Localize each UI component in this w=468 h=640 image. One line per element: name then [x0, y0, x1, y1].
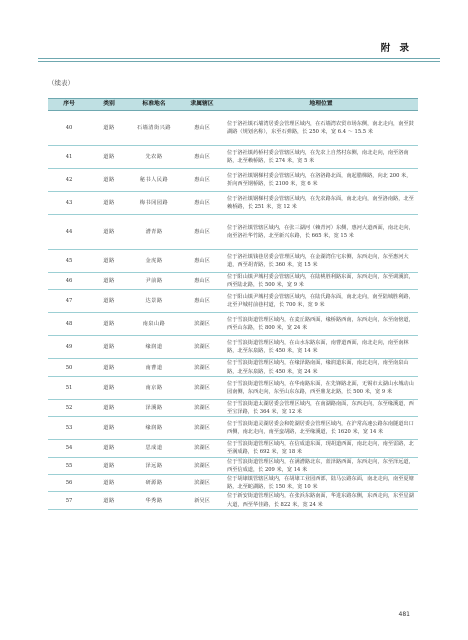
cell-standard-name: 思成道 — [128, 440, 180, 457]
column-header-location: 地理位置 — [224, 99, 418, 111]
table-row — [48, 146, 418, 169]
cell-category: 道路 — [90, 290, 128, 313]
page-number: 481 — [398, 611, 410, 618]
cell-standard-name: 研源路 — [128, 475, 180, 492]
header-rule — [38, 58, 440, 59]
cell-standard-name: 梅书冈园路 — [128, 192, 180, 215]
cell-location: 位于雪浪街道管理区域内，在华南路东面，在先锋路北面，无锡市太湖山水城动山园南侧，东西走向，东至山东东路，西至鼎龙北路，长 500 米，宽 9 米 — [224, 376, 418, 399]
cell-location: 位于洛社镇管辖区域内，在张三湖河（赖青河）东侧，惠河大道西面，南北走向，南至洛社华竹路，北至新兴东路，长 665 米，宽 15 米 — [224, 215, 418, 250]
cell-location: 位于洛社镇钢梯村委会管辖区域内，在先农路东面，南北走向，南至洛南路，北至赖桥路，长 251 米，宽 12 米 — [224, 192, 418, 215]
cell-number: 54 — [48, 440, 90, 457]
cell-number: 51 — [48, 376, 90, 399]
cell-district: 滨湖区 — [180, 359, 224, 376]
cell-standard-name: 南泉山路 — [128, 313, 180, 336]
cell-standard-name: 泽远路 — [128, 457, 180, 474]
cell-location: 位于阳山镇尹城村委会管辖区域内，在陆桃胜利路东面，东西走向，东至调溪滨，西至陆北路，长 500 米，宽 9 米 — [224, 273, 418, 290]
cell-location: 位于雪浪街道管理区域内，在麦丘路西面，缘桥路西南，东西走向，东至南傍道，西至山东路，长 800 米，宽 24 米 — [224, 313, 418, 336]
place-name-table — [48, 98, 418, 510]
cell-district: 滨湖区 — [180, 336, 224, 359]
cell-number: 44 — [48, 215, 90, 250]
cell-number: 40 — [48, 111, 90, 146]
cell-standard-name: 南曹道 — [128, 359, 180, 376]
cell-location: 位于阳山镇尹城村委会管辖区域内，在陆氏路东面，南北走向，南至陆城胜利路，北至尹城村前巷村道，长 700 米，宽 9 米 — [224, 290, 418, 313]
cell-category: 道路 — [90, 376, 128, 399]
cell-district: 新吴区 — [180, 492, 224, 509]
cell-category: 道路 — [90, 492, 128, 509]
cell-number: 45 — [48, 250, 90, 273]
cell-number: 46 — [48, 273, 90, 290]
cell-standard-name: 金虎路 — [128, 250, 180, 273]
cell-district: 惠山区 — [180, 215, 224, 250]
table-row — [48, 440, 418, 457]
table-row — [48, 492, 418, 509]
cell-number: 55 — [48, 457, 90, 474]
cell-standard-name: 缘润道 — [128, 336, 180, 359]
cell-location: 位于雪浪街道管理区域内，在缘泽路南面，缘润道东面，南北走向，南至南泉山路，北至东泉路，长 450 米，宽 24 米 — [224, 359, 418, 376]
cell-standard-name: 达景路 — [128, 290, 180, 313]
table-row — [48, 169, 418, 192]
cell-category: 道路 — [90, 475, 128, 492]
cell-category: 道路 — [90, 273, 128, 290]
cell-district: 惠山区 — [180, 273, 224, 290]
cell-location: 位于雪浪街道管理区域内，在满漕路北东，蓝泽路西面，东西走向，东至泽远道，西至信成道，长 209 米，宽 14 米 — [224, 457, 418, 474]
cell-category: 道路 — [90, 111, 128, 146]
cell-number: 48 — [48, 313, 90, 336]
cell-category: 道路 — [90, 417, 128, 440]
cell-number: 42 — [48, 169, 90, 192]
table-row — [48, 417, 418, 440]
column-header-number: 序号 — [48, 99, 90, 111]
cell-location: 位于胡埭镇管辖区域内，在胡埭工业园西部，陆马公路东面，南北走向，南至夏塘路，北至蛇湖路，长 150 米，宽 10 米 — [224, 475, 418, 492]
cell-district: 滨湖区 — [180, 475, 224, 492]
cell-location: 位于新安街道管理区域内，在张浜东路南面，华进东路东侧，东西走向，东至星湖大道，西至华佳路，长 822 米，宽 24 米 — [224, 492, 418, 509]
cell-standard-name: 秘书人民路 — [128, 169, 180, 192]
cell-location: 位于雪浪街道灵湖居委会和乾湖居委会管理区域内，在沪常高速公路东南隧道出口西侧，南北走向，南至蛮胡路，北至缘溪道，长 1620 米，宽 14 米 — [224, 417, 418, 440]
cell-location: 位于洛社镇药桥村委会管辖区域内，在先农上自然村东侧，南北走向，南至洛南路，北至赖桥路，长 274 米，宽 5 米 — [224, 146, 418, 169]
table-row — [48, 376, 418, 399]
table-row — [48, 359, 418, 376]
cell-number: 43 — [48, 192, 90, 215]
cell-number: 53 — [48, 417, 90, 440]
column-header-standard-name: 标准地名 — [128, 99, 180, 111]
cell-category: 道路 — [90, 250, 128, 273]
cell-category: 道路 — [90, 359, 128, 376]
cell-district: 滨湖区 — [180, 417, 224, 440]
table-row — [48, 111, 418, 146]
cell-standard-name: 石墙清街兴路 — [128, 111, 180, 146]
cell-category: 道路 — [90, 146, 128, 169]
cell-category: 道路 — [90, 192, 128, 215]
table-row — [48, 273, 418, 290]
cell-district: 滨湖区 — [180, 399, 224, 416]
cell-district: 惠山区 — [180, 111, 224, 146]
cell-category: 道路 — [90, 169, 128, 192]
cell-standard-name: 南京路 — [128, 376, 180, 399]
column-header-district: 隶属辖区 — [180, 99, 224, 111]
cell-location: 位于洛社镇钱巷居委会管理区域内，在金湖湾住宅东侧，东西走向，东至惠河大道，西至胡青路，长 360 米，宽 15 米 — [224, 250, 418, 273]
cell-number: 47 — [48, 290, 90, 313]
cell-number: 49 — [48, 336, 90, 359]
cell-district: 滨湖区 — [180, 313, 224, 336]
cell-location: 位于雪浪街道太湖居委会管理区域内，在南湖路南面，东西走向，东至缘溪道，西至宝泽路，长 364 米，宽 12 米 — [224, 399, 418, 416]
cell-district: 滨湖区 — [180, 376, 224, 399]
cell-category: 道路 — [90, 313, 128, 336]
cell-number: 50 — [48, 359, 90, 376]
table-row — [48, 457, 418, 474]
table-row — [48, 399, 418, 416]
cell-location: 位于洛社镇石墙湾居委会管理区域内，在石墙湾农贸市场东侧，南北走向，南至鼓湖路（规划名称），东至石弹路，长 250 米，宽 6.4 ～ 15.5 米 — [224, 111, 418, 146]
cell-standard-name: 泽溪路 — [128, 399, 180, 416]
cell-location: 位于雪浪街道管理区域内，在山水东路东面，南曹道西面，南北走向，南至南林路，北至东泉路，长 450 米，宽 14 米 — [224, 336, 418, 359]
cell-category: 道路 — [90, 336, 128, 359]
cell-standard-name: 缘润路 — [128, 417, 180, 440]
cell-standard-name: 漕青路 — [128, 215, 180, 250]
cell-location: 位于雪浪街道管理区域内，在信成道东面，现胡道西面，南北走向，南至雷路，北至满成路，长 692 米，宽 18 米 — [224, 440, 418, 457]
cell-standard-name: 先农路 — [128, 146, 180, 169]
continued-label: （续表） — [48, 79, 74, 87]
cell-district: 惠山区 — [180, 250, 224, 273]
cell-number: 52 — [48, 399, 90, 416]
cell-district: 惠山区 — [180, 290, 224, 313]
table-row — [48, 250, 418, 273]
cell-category: 道路 — [90, 457, 128, 474]
column-header-category: 类别 — [90, 99, 128, 111]
cell-district: 惠山区 — [180, 192, 224, 215]
table-body — [48, 111, 418, 510]
section-title: 附 录 — [380, 43, 412, 54]
cell-category: 道路 — [90, 215, 128, 250]
header-rule-secondary — [38, 61, 440, 62]
cell-standard-name: 华秀路 — [128, 492, 180, 509]
cell-standard-name: 尹前路 — [128, 273, 180, 290]
cell-district: 惠山区 — [180, 146, 224, 169]
cell-district: 惠山区 — [180, 169, 224, 192]
table-row — [48, 192, 418, 215]
table-row — [48, 313, 418, 336]
cell-location: 位于洛社镇钢梯村委会管辖区域内，在洛洛路北面，南起腊梯路，向北 200 米，折向西至钢桥路，长 2100 米，宽 6 米 — [224, 169, 418, 192]
table-row — [48, 290, 418, 313]
cell-category: 道路 — [90, 440, 128, 457]
table-row — [48, 336, 418, 359]
cell-number: 56 — [48, 475, 90, 492]
table-row — [48, 475, 418, 492]
cell-category: 道路 — [90, 399, 128, 416]
table-row — [48, 215, 418, 250]
table-header-row — [48, 99, 418, 111]
cell-district: 滨湖区 — [180, 440, 224, 457]
cell-district: 滨湖区 — [180, 457, 224, 474]
cell-number: 41 — [48, 146, 90, 169]
cell-number: 57 — [48, 492, 90, 509]
